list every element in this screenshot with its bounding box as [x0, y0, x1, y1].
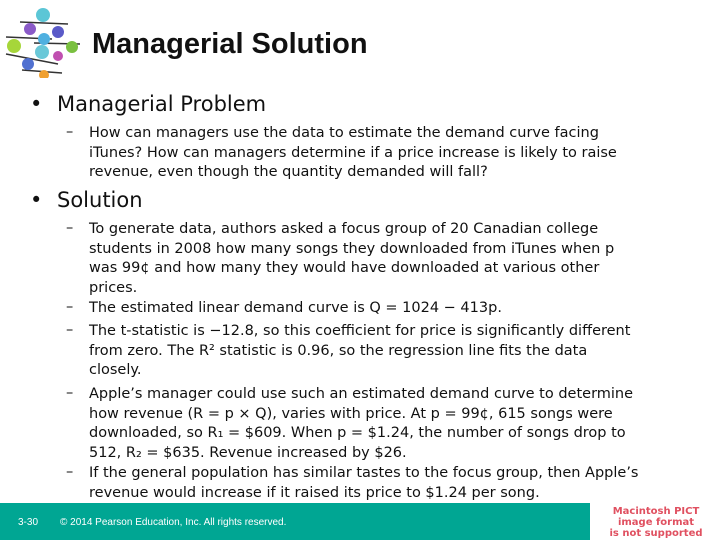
sub-bullet-line: 512, R₂ = $635. Revenue increased by $26.: [89, 444, 407, 461]
bullet-label: Solution: [57, 188, 143, 212]
pict-line: image format: [617, 517, 695, 528]
sub-bullet-line: students in 2008 how many songs they downloaded from iTunes when p: [89, 240, 615, 257]
sub-bullet-line: The estimated linear demand curve is Q = 1024 − 413p.: [89, 300, 502, 316]
sub-bullet-line: prices.: [89, 279, 138, 296]
sub-bullet-line: To generate data, authors asked a focus group of 20 Canadian college: [89, 221, 599, 237]
logo-spheres-icon: [2, 6, 82, 78]
dash-marker: –: [66, 299, 74, 315]
dash-marker: –: [66, 220, 74, 236]
sub-bullet-line: The t-statistic is −12.8, so this coefficient for price is significantly different: [89, 323, 631, 339]
dash-marker: –: [66, 124, 74, 140]
footer-bar: [0, 503, 590, 540]
bullet-marker: •: [30, 188, 43, 212]
pict-line: is not supported: [609, 528, 703, 539]
pict-line: Macintosh PICT: [612, 506, 700, 517]
dash-marker: –: [66, 322, 74, 338]
sub-bullet-line: If the general population has similar tastes to the focus group, then Apple’s: [89, 465, 639, 481]
slide-title: Managerial Solution: [92, 28, 368, 60]
sub-bullet-line: revenue would increase if it raised its price to $1.24 per song.: [89, 484, 540, 501]
pict-notice: [592, 506, 720, 539]
sub-bullet-line: revenue, even though the quantity demanded will fall?: [89, 164, 488, 180]
copyright: © 2014 Pearson Education, Inc. All rights reserved.: [60, 517, 287, 528]
dash-marker: –: [66, 464, 74, 480]
sub-bullet-line: iTunes? How can managers determine if a price increase is likely to raise: [89, 144, 617, 161]
bullet-label: Managerial Problem: [57, 92, 267, 116]
sub-bullet-line: closely.: [89, 362, 142, 378]
bullet-marker: •: [30, 92, 43, 116]
dash-marker: –: [66, 385, 74, 401]
slide-number: 3-30: [18, 517, 39, 528]
sub-bullet-line: Apple’s manager could use such an estimated demand curve to determine: [89, 386, 634, 402]
sub-bullet-line: downloaded, so R₁ = $609. When p = $1.24, the number of songs drop to: [89, 425, 626, 441]
sub-bullet-line: was 99¢ and how many they would have downloaded at various other: [89, 260, 600, 276]
sub-bullet-line: How can managers use the data to estimate the demand curve facing: [89, 125, 599, 141]
sub-bullet-line: from zero. The R² statistic is 0.96, so the regression line fits the data: [89, 342, 588, 359]
sub-bullet-line: how revenue (R = p × Q), varies with price. At p = 99¢, 615 songs were: [89, 405, 613, 422]
